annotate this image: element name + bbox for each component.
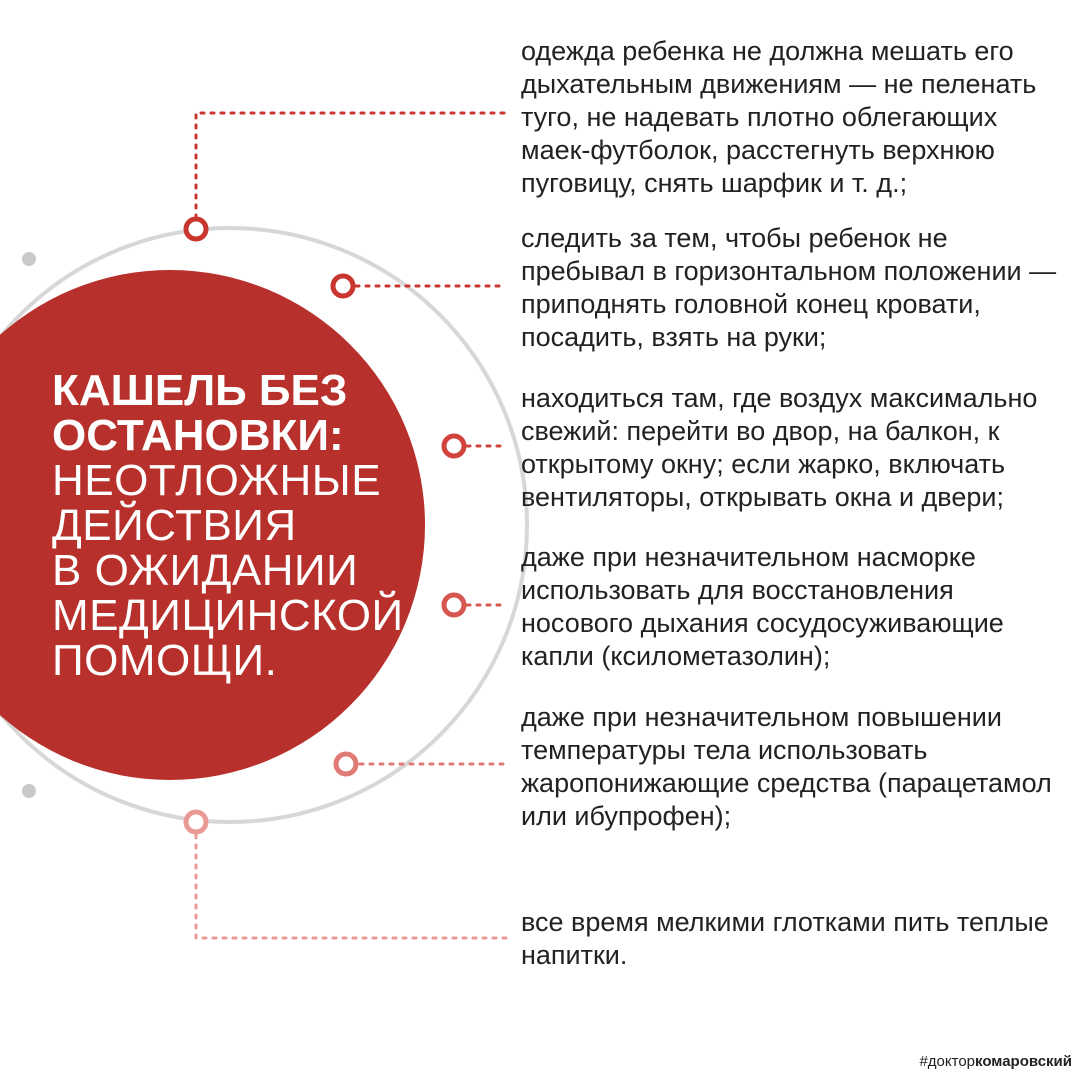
hashtag-prefix: #доктор (919, 1053, 976, 1070)
marker-6 (186, 812, 206, 832)
headline-light-line-1: НЕОТЛОЖНЫЕ (52, 456, 382, 505)
headline-bold-line-1: КАШЕЛЬ БЕЗ (52, 366, 348, 415)
headline-bold-line-2: ОСТАНОВКИ: (52, 411, 344, 460)
marker-2 (333, 276, 353, 296)
marker-3 (444, 436, 464, 456)
advice-item-nasal-drops: даже при незначительном насморке использовать для восстановления носового дыхания сосудосуживающие капли (ксилометазолин); (521, 542, 1004, 671)
connector-6 (196, 835, 506, 938)
headline-light-line-3: В ОЖИДАНИИ (52, 546, 359, 595)
ring-end-dot-bottom (22, 784, 36, 798)
headline-light-line-4: МЕДИЦИНСКОЙ (52, 591, 404, 640)
marker-1 (186, 219, 206, 239)
marker-5 (336, 754, 356, 774)
marker-4 (444, 595, 464, 615)
advice-item-warm-drinks: все время мелкими глотками пить теплые напитки. (521, 907, 1049, 970)
advice-item-position: следить за тем, чтобы ребенок не пребывал в горизонтальном положении — приподнять головной конец кровати, посадить, взять на руки; (521, 223, 1057, 352)
advice-item-antipyretics: даже при незначительном повышении температуры тела использовать жаропонижающие средства (парацетамол или ибупрофен); (521, 702, 1052, 831)
connector-1 (196, 113, 506, 218)
headline (52, 366, 404, 685)
ring-end-dot-top (22, 252, 36, 266)
hashtag-name: комаровский (975, 1053, 1072, 1070)
hashtag (919, 1053, 1072, 1070)
headline-light-line-2: ДЕЙСТВИЯ (52, 501, 297, 550)
advice-item-fresh-air: находиться там, где воздух максимально свежий: перейти во двор, на балкон, к открытому окну; если жарко, включать вентиляторы, открывать окна и двери; (521, 383, 1038, 512)
advice-item-clothing: одежда ребенка не должна мешать его дыхательным движениям — не пеленать туго, не надевать плотно облегающих маек-футболок, расстегнуть верхнюю пуговицу, снять шарфик и т. д.; (521, 36, 1037, 198)
headline-light-line-5: ПОМОЩИ. (52, 636, 278, 685)
